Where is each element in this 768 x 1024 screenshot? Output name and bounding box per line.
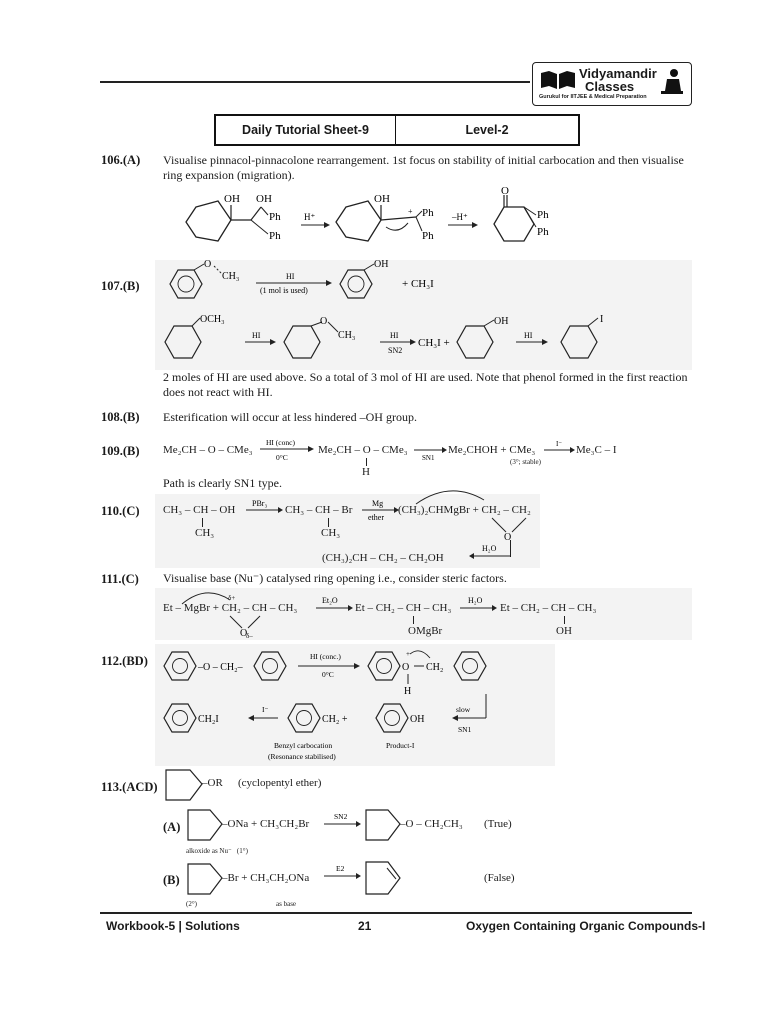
footer-page-number: 21 <box>358 919 372 933</box>
q108-number: 108.(B) <box>101 410 140 424</box>
q112-resonance: (Resonance stabilised) <box>268 752 336 761</box>
q110-attack-arrow <box>410 486 490 506</box>
q112-ch2: CH₂ <box>426 662 444 673</box>
q109-r4: Me₃C – I <box>576 444 617 456</box>
q113-a-true: (True) <box>484 818 512 830</box>
q111-dplus: δ+ <box>228 594 236 602</box>
q107-ch3i-plus: CH₃I + <box>418 337 450 349</box>
q107-hi4: HI <box>524 331 533 340</box>
q113-a-label: (A) <box>163 820 181 834</box>
q111-number: 111.(C) <box>101 572 139 586</box>
q109-cond-bot: 0°C <box>276 453 288 462</box>
q112-iminus: I⁻ <box>262 705 269 714</box>
sheet-label: Daily Tutorial Sheet-9 <box>216 116 396 144</box>
q113-ether-label: (cyclopentyl ether) <box>238 777 322 789</box>
q111-text: Visualise base (Nu⁻) catalysed ring opening i.e., consider steric factors. <box>163 571 507 585</box>
q110-epoxide <box>486 516 532 540</box>
q110-pbr3: PBr₃ <box>252 499 268 508</box>
q111-b: Et – CH₂ – CH – CH₃ <box>355 602 452 614</box>
q109-path-type: type. <box>258 476 282 490</box>
q110-d: (CH₃)₂CH – CH₂ – CH₂OH <box>322 552 444 564</box>
q111-c-bond <box>564 616 565 624</box>
q110-a-bond <box>202 518 203 527</box>
q111-o: O <box>240 628 248 636</box>
svg-text:+: + <box>408 207 413 216</box>
q112-cond-bot: 0°C <box>322 670 334 679</box>
q106-reaction <box>176 187 576 257</box>
q108-text-b: –OH <box>359 410 383 424</box>
q108-text-a: Esterification will occur at less hindered <box>163 410 357 424</box>
q107-oh: OH <box>374 259 389 270</box>
q109-arrow-3 <box>542 438 576 458</box>
q109-cond-top: HI (conc) <box>266 438 295 447</box>
q107-hi2: HI <box>252 331 261 340</box>
svg-text:+: + <box>406 650 410 658</box>
q113-e2: E2 <box>336 864 345 873</box>
q107-plus-ch3i: + CH₃I <box>402 278 434 290</box>
q106-ph2: Ph <box>269 230 281 242</box>
logo-tagline: Gurukul for IITJEE & Medical Preparation <box>539 94 647 100</box>
q110-b-sub: CH₃ <box>321 527 341 539</box>
level-label: Level-2 <box>465 123 509 137</box>
q109-number: 109.(B) <box>101 444 140 458</box>
q107-number: 107.(B) <box>101 279 140 293</box>
q106-ph6: Ph <box>537 226 549 238</box>
q112-number: 112.(BD) <box>101 654 148 668</box>
logo-box <box>532 62 692 106</box>
q106-ph1: Ph <box>269 211 281 223</box>
q112-ch2i: CH₂I <box>198 714 219 725</box>
q106-ph5: Ph <box>537 209 549 221</box>
q107-reaction-1 <box>160 258 480 310</box>
q106-oh2: OH <box>256 193 272 205</box>
q107-och3: OCH₃ <box>200 314 225 325</box>
q108-text <box>163 410 693 425</box>
q110-arrow-3 <box>468 540 512 562</box>
q110-number: 110.(C) <box>101 504 140 518</box>
q107-sn2: SN2 <box>388 346 403 355</box>
q111-arrow-1 <box>314 594 354 614</box>
q113-b-false: (False) <box>484 872 515 884</box>
sheet-header-table <box>214 114 580 146</box>
logo-name-2: Classes <box>585 79 635 94</box>
q113-b-note2: as base <box>276 900 297 908</box>
q106-h-plus: H⁺ <box>304 212 316 222</box>
q110-mg: Mg <box>372 499 384 508</box>
q109-h: H <box>362 466 370 478</box>
footer-left: Workbook-5 | Solutions <box>106 919 240 933</box>
q109-path <box>163 476 282 491</box>
q109-r2: Me₂CH – O – CMe₃ <box>318 444 408 456</box>
q108-text-c: group. <box>385 410 417 424</box>
q111-h2o: H₂O <box>468 596 483 605</box>
q106-oh1: OH <box>224 193 240 205</box>
q111-arrow-2 <box>458 594 498 614</box>
q111-oh: OH <box>556 625 572 637</box>
q106-number: 106.(A) <box>101 153 141 167</box>
q113-number: 113.(ACD) <box>101 780 158 794</box>
q107-ch3: CH₃ <box>222 271 240 282</box>
q113-a-eq: –ONa + CH₃CH₂Br <box>222 818 310 830</box>
q107-note: 2 moles of HI are used above. So a total of 3 mol of HI are used. Note that phenol formed in the first reaction does not react with HI. <box>163 370 688 399</box>
q111-c: Et – CH₂ – CH – CH₃ <box>500 602 597 614</box>
q111-dminus: δ– <box>246 632 253 640</box>
q112-slow: slow <box>456 705 471 714</box>
q110-h2o: H₂O <box>482 544 497 553</box>
q110-ether: ether <box>368 513 384 522</box>
q109-path-a: Path is clearly <box>163 476 231 490</box>
q113-sn2: SN2 <box>334 812 348 821</box>
q107-o: O <box>204 259 212 270</box>
q110-b: CH₃ – CH – Br <box>285 504 353 516</box>
q113-or: –OR <box>202 777 223 789</box>
q113-a-note: alkoxide as Nu⁻ (1°) <box>186 847 248 855</box>
student-icon <box>657 67 687 97</box>
q109-r1: Me₂CH – O – CMe₃ <box>163 444 253 456</box>
q109-path-sn1: SN1 <box>233 476 256 490</box>
q113-a-prod: –O – CH₂CH₃ <box>400 818 463 830</box>
q107-hi3: HI <box>390 331 399 340</box>
q113-b-eq: –Br + CH₃CH₂ONa <box>222 872 310 884</box>
q107-hi: HI <box>286 272 295 281</box>
footer-right: Oxygen Containing Organic Compounds-I <box>466 919 706 933</box>
q110-a-sub: CH₃ <box>195 527 215 539</box>
q110-a: CH₃ – CH – OH <box>163 504 236 516</box>
q107-o2: O <box>320 316 328 327</box>
q111-omgbr: OMgBr <box>408 625 443 637</box>
q113-a-arrow <box>322 810 362 832</box>
q113-b-label: (B) <box>163 873 180 887</box>
q109-stable: (3°; stable) <box>510 458 541 466</box>
q107-hi-note: (1 mol is used) <box>260 286 308 295</box>
q109-iminus: I⁻ <box>556 440 563 448</box>
q106-oh3: OH <box>374 193 390 205</box>
q112-benzyl: Benzyl carbocation <box>274 741 333 750</box>
q110-c: (CH₃)₂CHMgBr + CH₂ – CH₂ <box>398 504 531 516</box>
q111-et2o: Et₂O <box>322 596 338 605</box>
q110-drop-line <box>510 540 511 557</box>
q109-h-bond <box>366 458 367 466</box>
q107-oh2: OH <box>494 316 509 327</box>
q106-ph4: Ph <box>422 230 434 242</box>
q112-ch2plus: CH₂ + <box>322 714 348 725</box>
q107-ch3b: CH₃ <box>338 330 356 341</box>
q110-o: O <box>504 532 512 540</box>
q112-oh: OH <box>410 714 425 725</box>
q109-arrow-1 <box>258 436 316 464</box>
q113-b-arrow <box>322 862 362 884</box>
q112-product: Product-I <box>386 741 415 750</box>
q113-b-prod-ring <box>362 858 408 900</box>
q109-sn1: SN1 <box>422 454 435 462</box>
q109-r3: Me₂CHOH + CMe₃ <box>448 444 536 456</box>
q109-arrow-2 <box>412 440 448 462</box>
logo-name-1: Vidyamandir <box>579 66 657 81</box>
q111-a: Et – MgBr + CH₂ – CH – CH₃ <box>163 602 298 614</box>
q110-b-bond <box>328 518 329 527</box>
book-icon <box>539 69 577 91</box>
q112-o: O <box>402 662 410 673</box>
q112-sn1: SN1 <box>458 725 472 734</box>
q113-b-note1: (2°) <box>186 900 197 908</box>
q107-reaction-2 <box>160 312 620 368</box>
q106-ph3: Ph <box>422 207 434 219</box>
q110-arrow-2 <box>360 496 400 524</box>
header-rule <box>100 81 530 83</box>
footer-rule <box>100 912 692 914</box>
q110-arrow-1 <box>244 496 284 518</box>
q107-i: I <box>600 314 604 325</box>
q106-o: O <box>501 187 509 197</box>
q111-b-bond <box>413 616 414 624</box>
q112-a-mid: –O – CH₂– <box>198 662 243 673</box>
q112-h: H <box>404 686 412 697</box>
q106-minus-h: –H⁺ <box>452 212 468 222</box>
q112-reaction <box>158 644 558 766</box>
q106-text: Visualise pinnacol-pinnacolone rearrangement. 1st focus on stability of initial carbocation and then visualise ring expansion (migration). <box>163 153 684 182</box>
q112-cond-top: HI (conc.) <box>310 652 341 661</box>
